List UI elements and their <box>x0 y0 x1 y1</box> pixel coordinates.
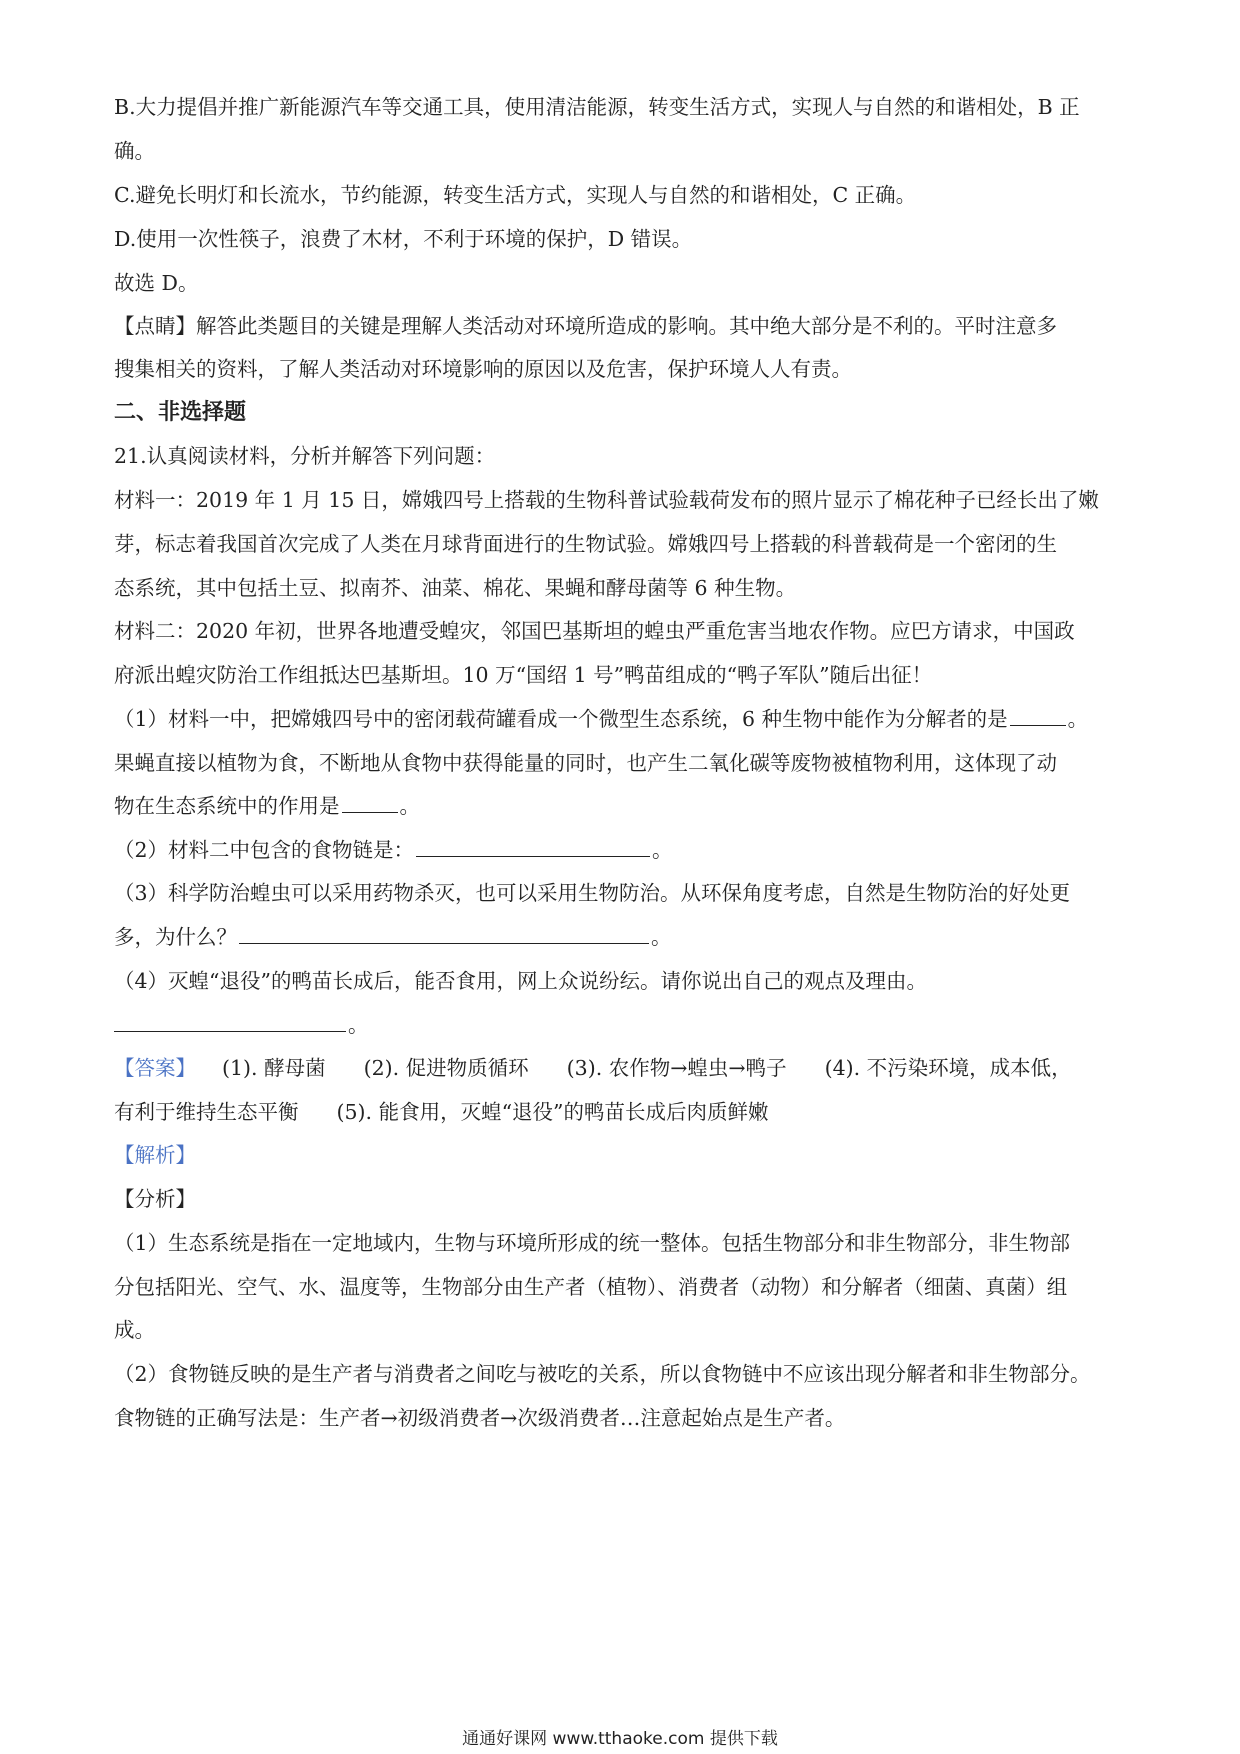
answer-blank[interactable] <box>1010 705 1066 726</box>
material1-line2: 芽，标志着我国首次完成了人类在月球背面进行的生物试验。嫦娥四号上搭载的科普载荷是一个密闭的生 <box>114 532 1057 556</box>
part4-line1: （4）灭蝗“退役”的鸭苗长成后，能否食用，网上众说纷纭。请你说出自己的观点及理由。 <box>114 969 928 993</box>
answer-blank[interactable] <box>114 1011 346 1032</box>
answer-blank[interactable] <box>239 923 649 944</box>
option-d: D.使用一次性筷子，浪费了木材，不利于环境的保护，D 错误。 <box>114 227 693 251</box>
part2-line <box>114 835 673 865</box>
part1-line3 <box>114 791 420 821</box>
footer: 通通好课网 www.tthaoke.com 提供下载 <box>462 1729 778 1749</box>
analysis-1-line3: 成。 <box>114 1318 155 1342</box>
answer-line2 <box>114 1097 769 1127</box>
dianjing-line1: 【点睛】解答此类题目的关键是理解人类活动对环境所造成的影响。其中绝大部分是不利的。平时注意多 <box>114 314 1057 338</box>
part3-line2 <box>114 922 672 952</box>
answer-blank[interactable] <box>342 792 398 813</box>
part2-end: 。 <box>652 838 673 862</box>
material1-line3: 态系统，其中包括土豆、拟南芥、油菜、棉花、果蝇和酵母菌等 6 种生物。 <box>114 576 797 600</box>
answer-line1 <box>114 1053 1072 1083</box>
option-b-line1: B.大力提倡并推广新能源汽车等交通工具，使用清洁能源，转变生活方式，实现人与自然的和谐相处，B 正 <box>114 95 1080 119</box>
dianjing-line2: 搜集相关的资料，了解人类活动对环境影响的原因以及危害，保护环境人人有责。 <box>114 357 852 381</box>
fenxi-label: 【分析】 <box>114 1187 196 1211</box>
option-b-line2: 确。 <box>114 139 155 163</box>
option-c: C.避免长明灯和长流水，节约能源，转变生活方式，实现人与自然的和谐相处，C 正确。 <box>114 183 917 207</box>
material2-line2: 府派出蝗灾防治工作组抵达巴基斯坦。10 万“国绍 1 号”鸭苗组成的“鸭子军队”随后出征！ <box>114 663 933 687</box>
section-title: 二、非选择题 <box>114 400 247 425</box>
part3-line1: （3）科学防治蝗虫可以采用药物杀灭，也可以采用生物防治。从环保角度考虑，自然是生物防治的好处更 <box>114 881 1071 905</box>
analysis-2-line1: （2）食物链反映的是生产者与消费者之间吃与被吃的关系，所以食物链中不应该出现分解者和非生物部分。 <box>114 1362 1091 1386</box>
part1-line2: 果蝇直接以植物为食，不断地从食物中获得能量的同时，也产生二氧化碳等废物被植物利用，这体现了动 <box>114 751 1057 775</box>
part4-end: 。 <box>348 1013 369 1037</box>
part3-end: 。 <box>651 925 672 949</box>
answer-1: (1). 酵母菌 <box>222 1056 326 1080</box>
answer-blank[interactable] <box>416 836 650 857</box>
analysis-2-line2: 食物链的正确写法是：生产者→初级消费者→次级消费者…注意起始点是生产者。 <box>114 1406 846 1430</box>
answer-5: (5). 能食用，灭蝗“退役”的鸭苗长成后肉质鲜嫩 <box>336 1100 769 1124</box>
answer-4: (4). 不污染环境，成本低， <box>824 1056 1072 1080</box>
question-stem: 21.认真阅读材料，分析并解答下列问题： <box>114 444 496 468</box>
answer-label: 【答案】 <box>114 1056 196 1080</box>
material2-line1: 材料二：2020 年初，世界各地遭受蝗灾，邻国巴基斯坦的蝗虫严重危害当地农作物。应巴方请求，中国政 <box>114 619 1075 643</box>
answer-3: (3). 农作物→蝗虫→鸭子 <box>566 1056 787 1080</box>
material1-line1: 材料一：2019 年 1 月 15 日，嫦娥四号上搭载的生物科普试验载荷发布的照片显示了棉花种子已经长出了嫩 <box>114 488 1099 512</box>
part1-line1 <box>114 704 1088 734</box>
part2-text: （2）材料二中包含的食物链是： <box>114 838 415 862</box>
answer-4-cont: 有利于维持生态平衡 <box>114 1100 299 1124</box>
part1-end: 。 <box>1067 707 1089 731</box>
choice-result: 故选 D。 <box>114 271 199 295</box>
answer-2: (2). 促进物质循环 <box>363 1056 529 1080</box>
analysis-label: 【解析】 <box>114 1143 196 1167</box>
part1-line3-end: 。 <box>399 794 420 818</box>
part1-line3-text: 物在生态系统中的作用是 <box>114 794 340 818</box>
part4-line2 <box>114 1010 369 1040</box>
analysis-1-line2: 分包括阳光、空气、水、温度等，生物部分由生产者（植物）、消费者（动物）和分解者（细菌、真菌）组 <box>114 1275 1068 1299</box>
part3-text: 多，为什么？ <box>114 925 237 949</box>
analysis-1-line1: （1）生态系统是指在一定地域内，生物与环境所形成的统一整体。包括生物部分和非生物部分，非生物部 <box>114 1231 1071 1255</box>
part1-text: （1）材料一中，把嫦娥四号中的密闭载荷罐看成一个微型生态系统，6 种生物中能作为分解者的是 <box>114 707 1008 731</box>
